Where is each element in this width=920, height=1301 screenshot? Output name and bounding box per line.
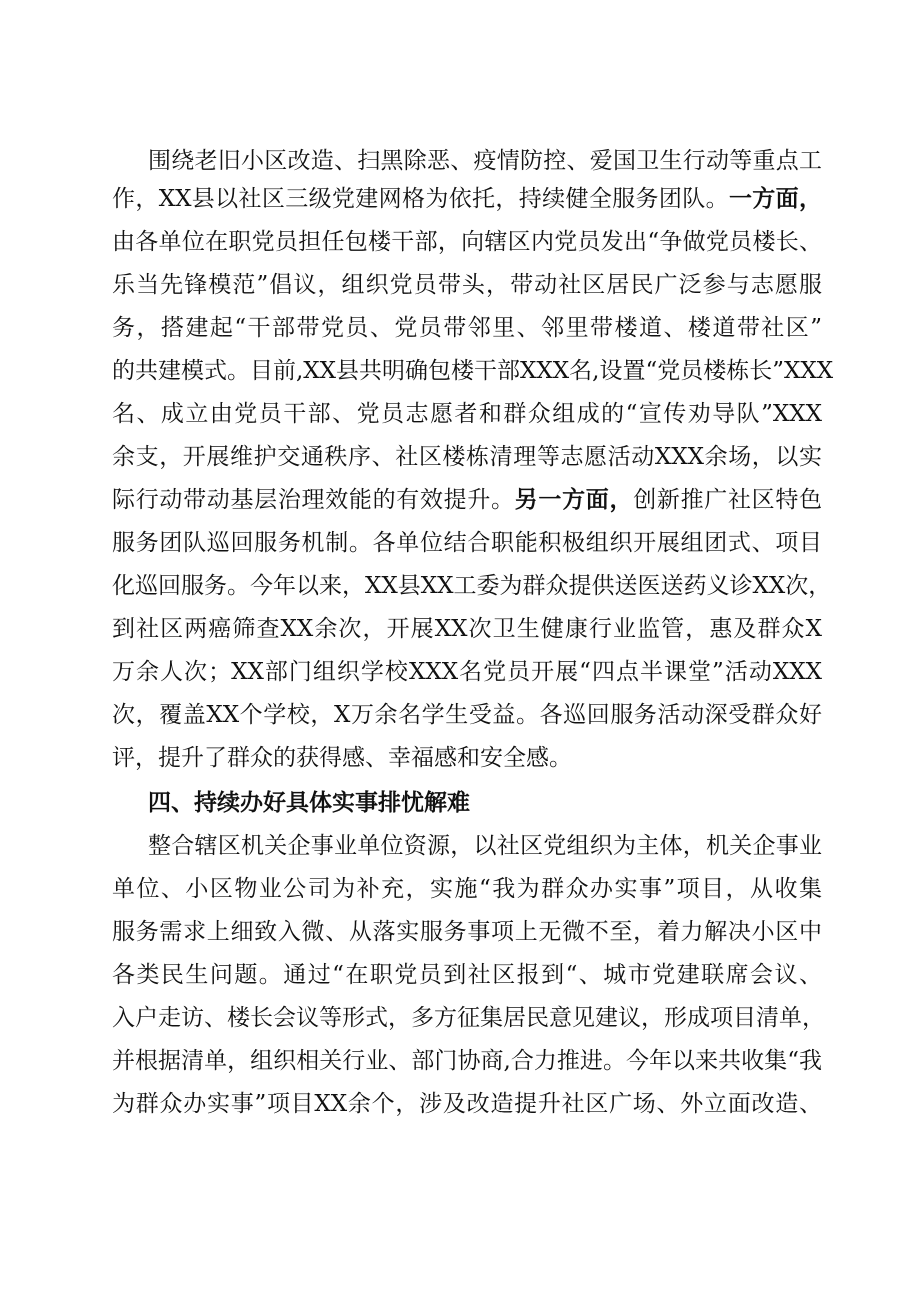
text-run: 务，搭建起“干部带党员、党员带邻里、邻里带楼道、楼道带社区” (112, 315, 822, 341)
paragraph-line (112, 654, 822, 690)
text-run: 由各单位在职党员担任包楼干部，向辖区内党员发出“争做党员楼长、 (112, 229, 822, 255)
paragraph-line (112, 914, 822, 950)
text-run: 服务需求上细致入微、从落实服务事项上无微不至，着力解决小区中 (112, 919, 822, 945)
paragraph-line (112, 957, 822, 993)
text-run: 单位、小区物业公司为补充，实施“我为群众办实事”项目，从收集 (112, 876, 822, 902)
paragraph-line (112, 1043, 822, 1079)
paragraph-line (112, 310, 822, 346)
paragraph-line (112, 1086, 822, 1122)
text-run: 化巡回服务。今年以来，XX县XX工委为群众提供送医送药义诊XX次， (112, 573, 832, 599)
paragraph-line (112, 482, 822, 518)
bold-lead-phrase: 一方面， (728, 186, 822, 212)
paragraph-line (112, 740, 822, 776)
paragraph-line (148, 828, 822, 864)
bold-lead-phrase: 另一方面， (514, 487, 634, 513)
paragraph-line (112, 871, 822, 907)
paragraph-line (148, 143, 822, 179)
text-run: 次，覆盖XX个学校，X万余名学生受益。各巡回服务活动深受群众好 (112, 702, 822, 728)
text-run: 入户走访、楼长会议等形式，多方征集居民意见建议，形成项目清单， (112, 1005, 825, 1031)
text-run: 名、成立由党员干部、党员志愿者和群众组成的“宣传劝导队”XXX (112, 401, 822, 427)
text-run: 的共建模式。目前,XX县共明确包楼干部XXX名,设置“党员楼栋长”XXX (112, 358, 834, 384)
paragraph-line (112, 611, 822, 647)
text-run: 创新推广社区特色 (633, 487, 823, 513)
text-run: 评，提升了群众的获得感、幸福感和安全感。 (112, 745, 572, 771)
paragraph-line (112, 224, 822, 260)
text-run: 围绕老旧小区改造、扫黑除恶、疫情防控、爱国卫生行动等重点工 (148, 148, 822, 174)
paragraph-line (112, 181, 822, 217)
paragraph-line (112, 439, 822, 475)
paragraph-line (112, 697, 822, 733)
text-run: 为群众办实事”项目XX余个，涉及改造提升社区广场、外立面改造、 (112, 1091, 822, 1117)
text-run: 到社区两癌筛查XX余次，开展XX次卫生健康行业监管，惠及群众X (112, 616, 822, 642)
text-run: 万余人次；XX部门组织学校XXX名党员开展“四点半课堂”活动XXX (112, 659, 822, 685)
text-run: 余支，开展维护交通秩序、社区楼栋清理等志愿活动XXX余场，以实 (112, 444, 822, 470)
text-run: 际行动带动基层治理效能的有效提升。 (112, 487, 515, 513)
text-run: 并根据清单，组织相关行业、部门协商,合力推进。今年以来共收集“我 (112, 1048, 822, 1074)
text-run: 乐当先锋模范”倡议，组织党员带头，带动社区居民广泛参与志愿服 (112, 272, 822, 298)
text-run: 作，XX县以社区三级党建网格为依托，持续健全服务团队。 (112, 186, 729, 212)
paragraph-line (112, 525, 822, 561)
paragraph-line (112, 267, 822, 303)
text-run: 整合辖区机关企事业单位资源，以社区党组织为主体，机关企事业 (148, 833, 822, 859)
section-heading: 四、持续办好具体实事排忧解难 (148, 790, 470, 816)
text-run: 各类民生问题。通过“在职党员到社区报到“、城市党建联席会议、 (112, 962, 822, 988)
paragraph-line (112, 568, 832, 604)
text-run: 服务团队巡回服务机制。各单位结合职能积极组织开展组团式、项目 (112, 530, 822, 556)
paragraph-line (112, 353, 834, 389)
paragraph-line (112, 1000, 825, 1036)
paragraph-line (112, 396, 822, 432)
